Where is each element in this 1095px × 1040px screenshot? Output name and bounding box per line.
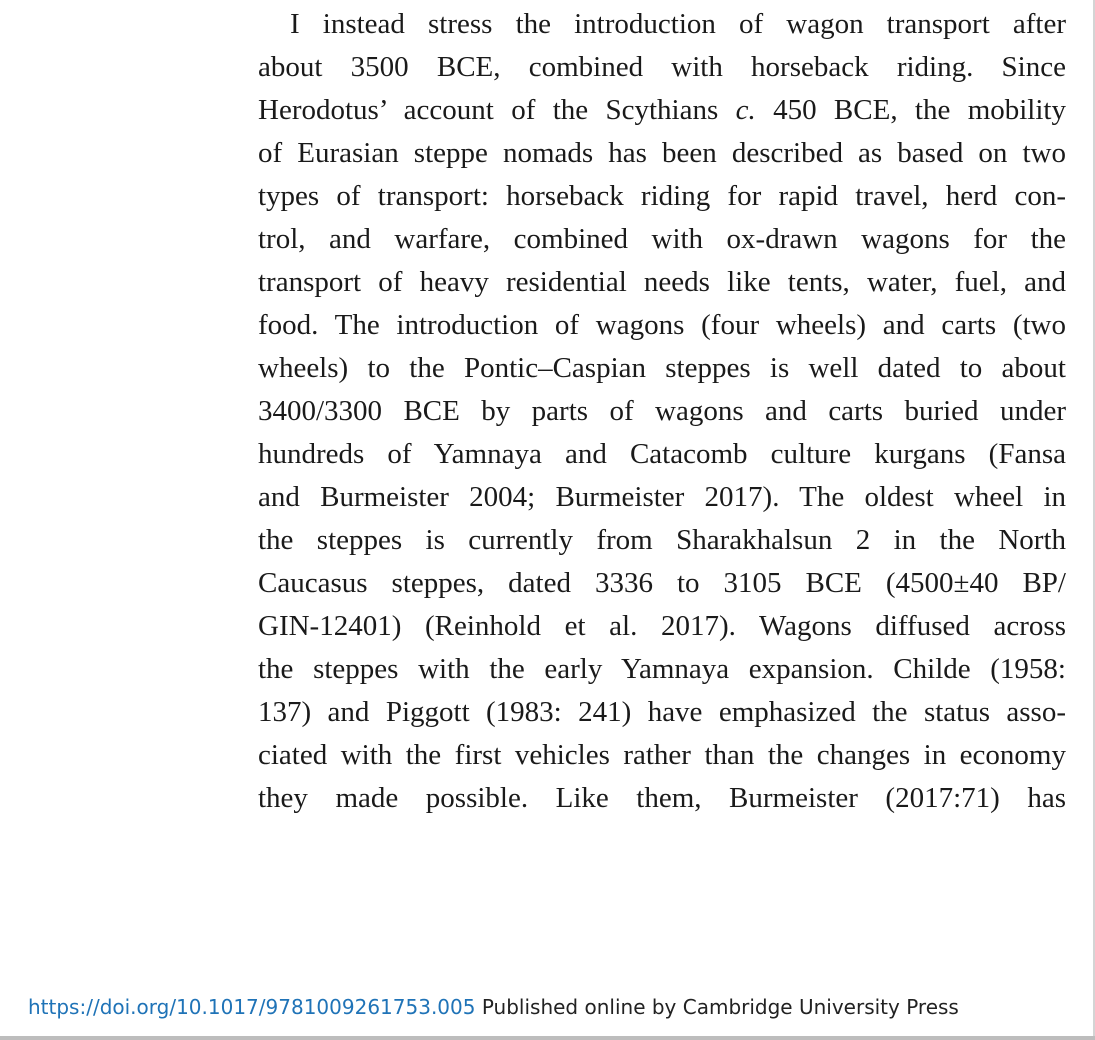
text-line: transport of heavy residential needs like tents, water, fuel, and (258, 266, 1066, 298)
text-line: 137) and Piggott (1983: 241) have emphasized the status asso- (258, 696, 1066, 728)
publisher-note: Published online by Cambridge University Press (475, 995, 959, 1019)
text-line: GIN-12401) (Reinhold et al. 2017). Wagons diffused across (258, 610, 1066, 642)
text-line: Caucasus steppes, dated 3336 to 3105 BCE (4500±40 BP/ (258, 567, 1066, 599)
text-line (258, 89, 1066, 132)
text-line: types of transport: horseback riding for rapid travel, herd con- (258, 180, 1066, 212)
page-footer (28, 994, 959, 1020)
text-line: about 3500 BCE, combined with horseback riding. Since (258, 51, 1066, 83)
text-line: I instead stress the introduction of wagon transport after (290, 8, 1066, 40)
circa-abbreviation: c. (735, 94, 756, 126)
text-line: trol, and warfare, combined with ox-drawn wagons for the (258, 223, 1066, 255)
text-line: food. The introduction of wagons (four wheels) and carts (two (258, 309, 1066, 341)
text-line: hundreds of Yamnaya and Catacomb culture kurgans (Fansa (258, 438, 1066, 470)
text-line: the steppes is currently from Sharakhalsun 2 in the North (258, 524, 1066, 556)
text-line: of Eurasian steppe nomads has been described as based on two (258, 137, 1066, 169)
body-paragraph (258, 3, 1066, 820)
text-line: ciated with the first vehicles rather than the changes in economy (258, 739, 1066, 771)
bottom-divider (0, 1036, 1095, 1040)
text-line: 3400/3300 BCE by parts of wagons and carts buried under (258, 395, 1066, 427)
text-line: the steppes with the early Yamnaya expansion. Childe (1958: (258, 653, 1066, 685)
text-line: and Burmeister 2004; Burmeister 2017). The oldest wheel in (258, 481, 1066, 513)
doi-link[interactable]: https://doi.org/10.1017/9781009261753.005 (28, 995, 476, 1019)
text-line: they made possible. Like them, Burmeister (2017:71) has (258, 782, 1066, 814)
text-line-content: Herodotus’ account of the Scythians c. 450 BCE, the mobility (258, 94, 1066, 126)
text-line: wheels) to the Pontic–Caspian steppes is well dated to about (258, 352, 1066, 384)
